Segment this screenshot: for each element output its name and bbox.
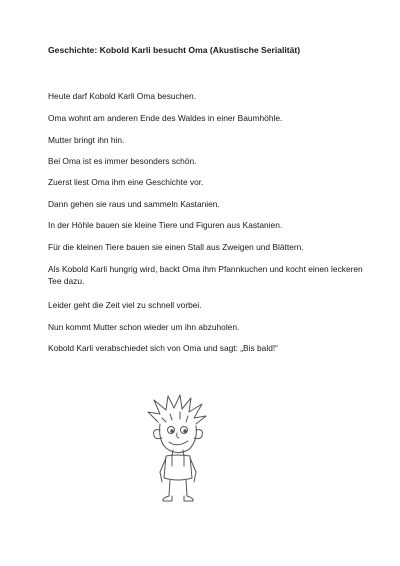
paragraph-7: In der Höhle bauen sie kleine Tiere und Figuren aus Kastanien. xyxy=(48,220,283,230)
document-title: Geschichte: Kobold Karli besucht Oma (Akustische Serialität) xyxy=(48,45,301,55)
paragraph-11: Nun kommt Mutter schon wieder um ihn abzuholen. xyxy=(48,322,240,332)
paragraph-1: Heute darf Kobold Karli Oma besuchen. xyxy=(48,91,197,101)
paragraph-3: Mutter bringt ihn hin. xyxy=(48,135,125,145)
paragraph-4: Bei Oma ist es immer besonders schön. xyxy=(48,156,197,166)
kobold-karli-drawing-icon xyxy=(136,392,220,504)
paragraph-5: Zuerst liest Oma ihm eine Geschichte vor. xyxy=(48,177,204,187)
paragraph-10: Leider geht die Zeit viel zu schnell vorbei. xyxy=(48,300,202,310)
paragraph-8: Für die kleinen Tiere bauen sie einen Stall aus Zweigen und Blättern. xyxy=(48,242,304,252)
paragraph-12: Kobold Karli verabschiedet sich von Oma und sagt: „Bis bald!“ xyxy=(48,343,278,353)
paragraph-6: Dann gehen sie raus und sammeln Kastanien. xyxy=(48,199,220,209)
paragraph-2: Oma wohnt am anderen Ende des Waldes in einer Baumhöhle. xyxy=(48,113,283,123)
paragraph-9: Als Kobold Karli hungrig wird, backt Oma ihm Pfannkuchen und kocht einen leckeren Tee dazu. xyxy=(48,264,363,286)
